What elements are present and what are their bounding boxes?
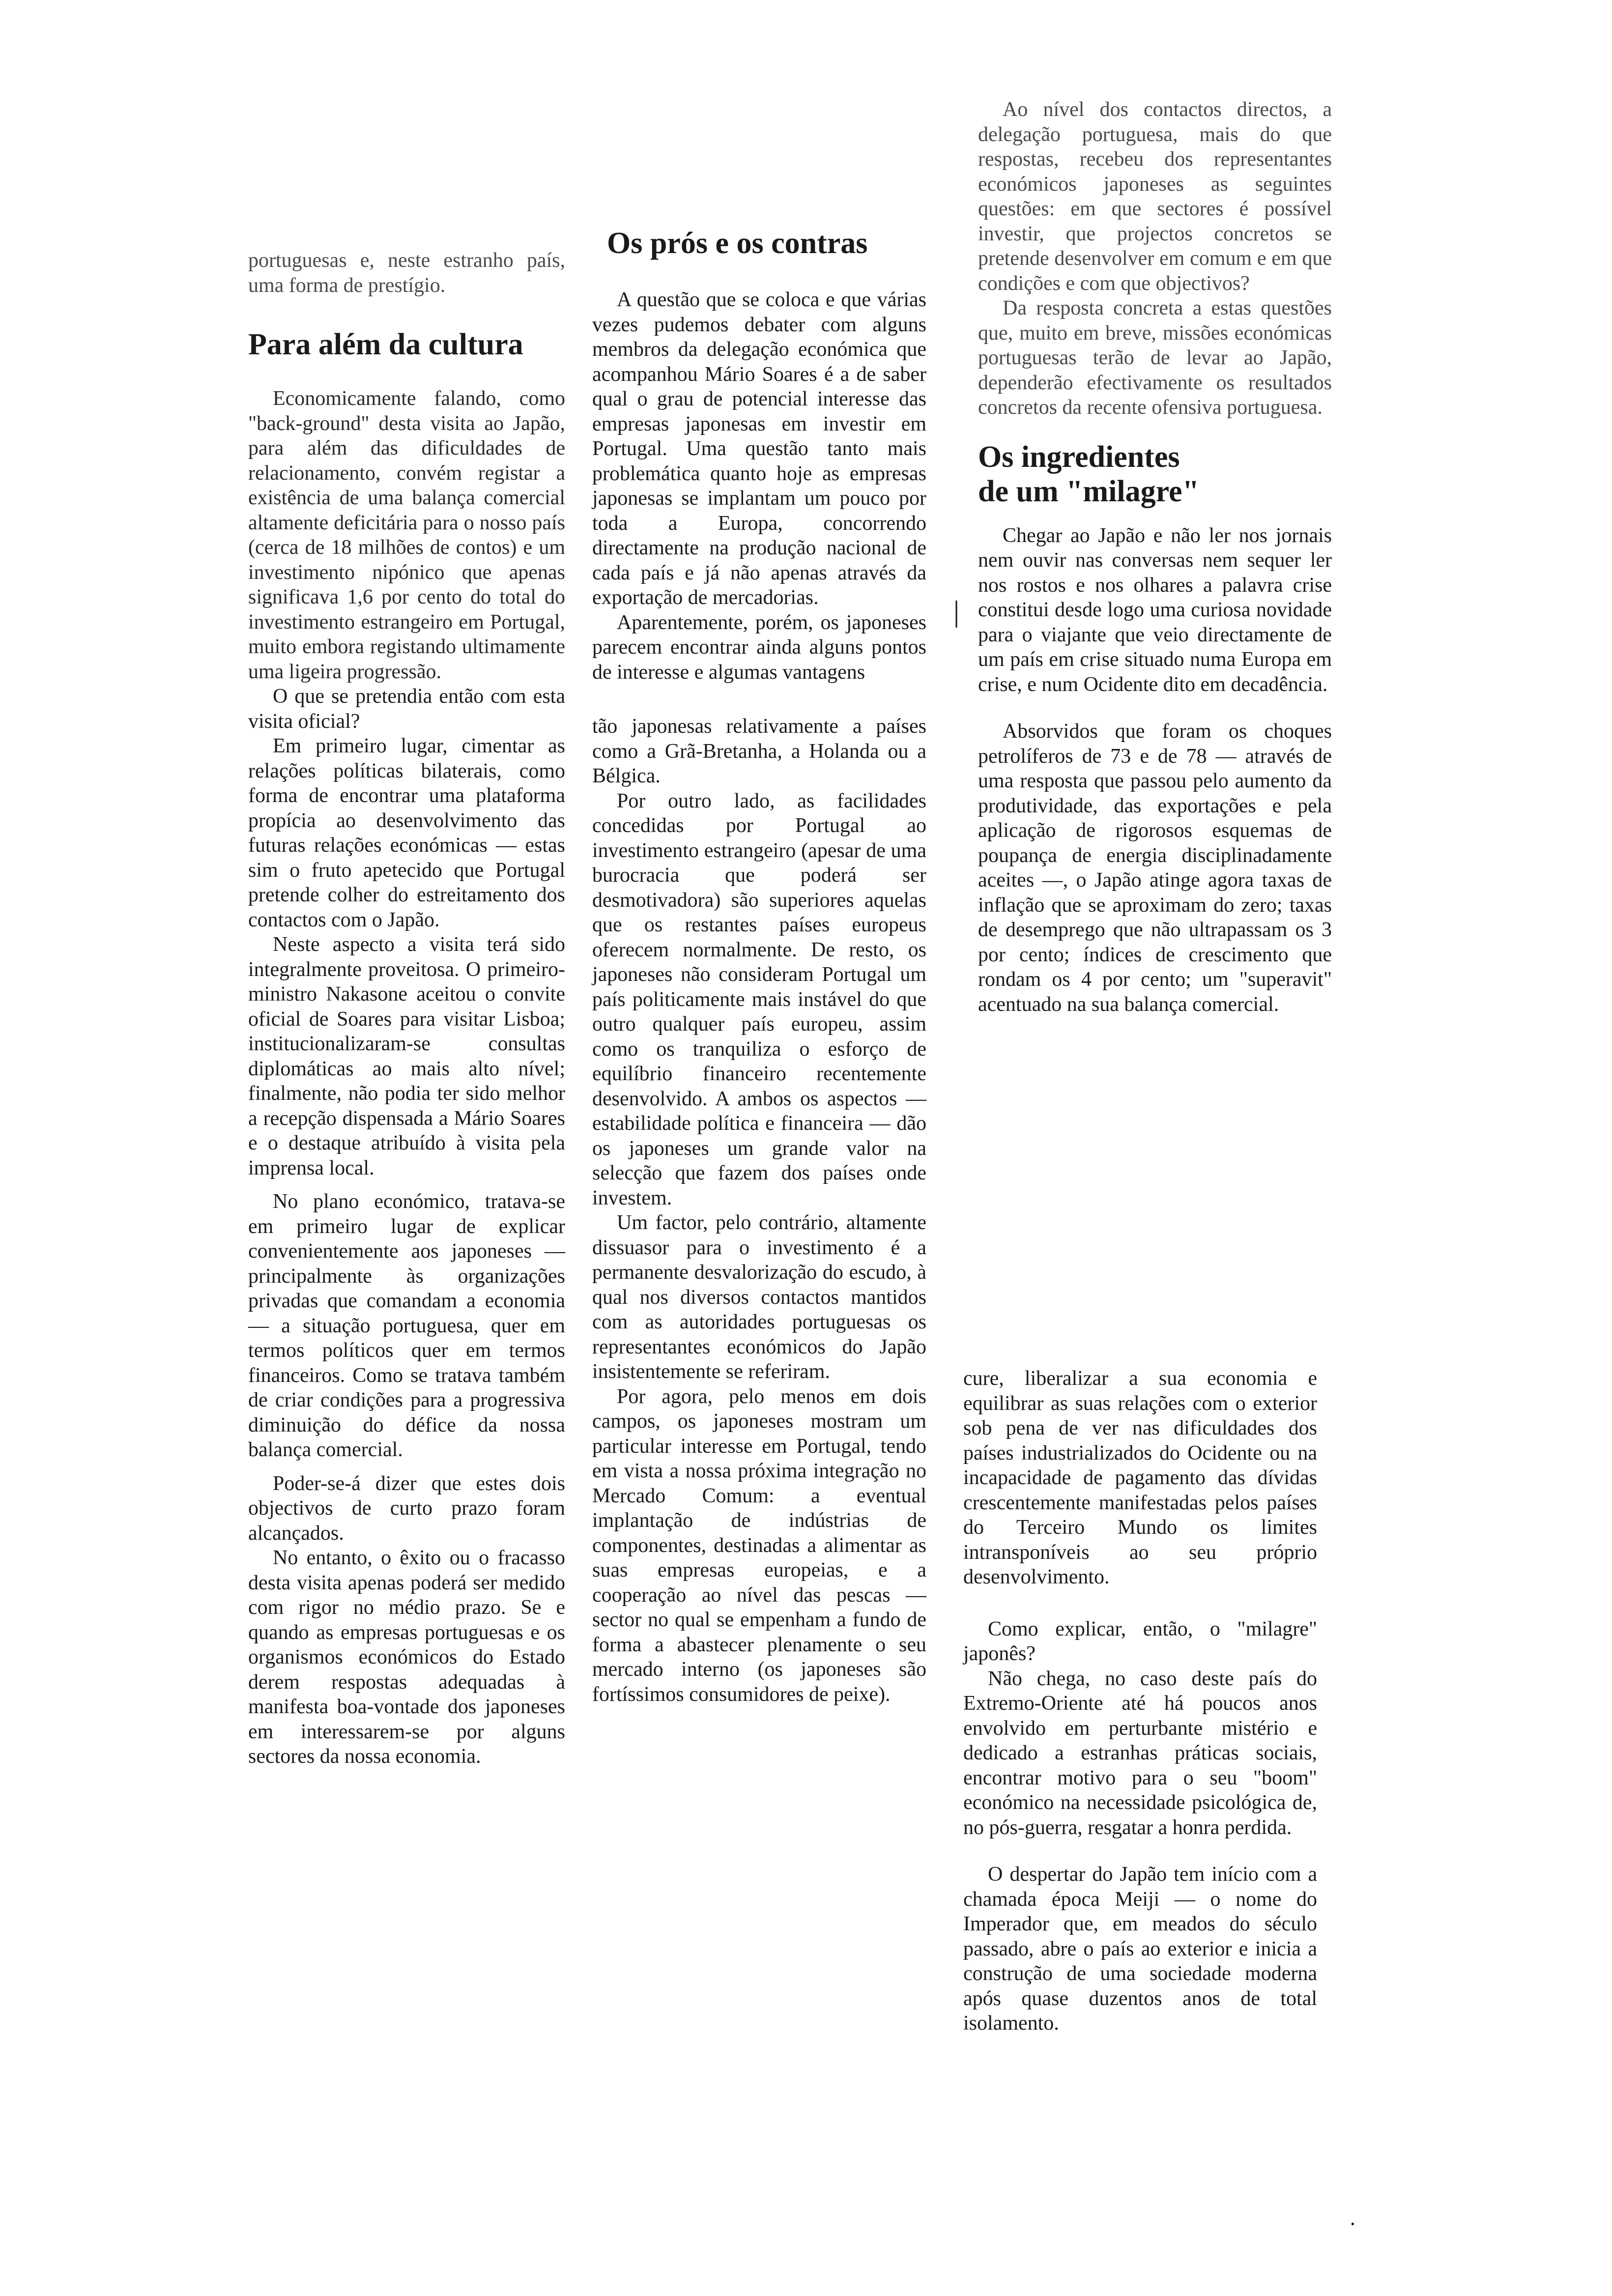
col3-paragraph-1: Ao nível dos contactos directos, a delegação portuguesa, mais do que respostas, recebeu dos representantes económicos japoneses as seguintes questões: em que sectores é possível investir, que projectos concretos se pretende desenvolver em comum e em que condições e com que objectivos?: [978, 98, 1332, 295]
heading-para-alem-da-cultura: Para além da cultura: [248, 328, 523, 361]
col2-paragraph-5: Um factor, pelo contrário, altamente dissuasor para o investimento é a permanente desvalorização do escudo, à qual nos diversos contactos mantidos com as autoridades portuguesas os representantes económicos do Japão insistentemente se referiram.: [592, 1211, 926, 1383]
col3-paragraph-5: cure, liberalizar a sua economia e equilibrar as suas relações com o exterior sob pena de ver nas dificuldades dos países industrializados do Ocidente ou na incapacidade de pagamento das dívidas crescentemente manifestadas pelos países do Terceiro Mundo os limites intransponíveis ao seu próprio desenvolvimento.: [963, 1367, 1317, 1588]
col2-paragraph-2: Aparentemente, porém, os japoneses parecem encontrar ainda alguns pontos de interesse e algumas vantagens: [592, 611, 926, 684]
heading-os-ingredientes: Os ingredientes: [978, 440, 1180, 474]
col3-paragraph-2: Da resposta concreta a estas questões que, muito em breve, missões económicas portuguesas terão de levar ao Japão, dependerão efectivamente os resultados concretos da recente ofensiva portuguesa.: [978, 297, 1332, 419]
col1-continuation-paragraph: portuguesas e, neste estranho país, uma forma de prestígio.: [248, 249, 565, 297]
col1-paragraph-1: Economicamente falando, como "back-ground" desta visita ao Japão, para além das dificuldades de relacionamento, convém registar a existência de uma balança comercial altamente deficitária para o nosso país (cerca de 18 milhões de contos) e um investimento nipónico que apenas significava 1,6 por cento do total do investimento estrangeiro em Portugal, muito embora registando ultimamente uma ligeira progressão.: [248, 387, 565, 683]
col1-paragraph-4: Neste aspecto a visita terá sido integralmente proveitosa. O primeiro-ministro Nakasone aceitou o convite oficial de Soares para visitar Lisboa; institucionalizaram-se consultas diplomáticas ao mais alto nível; finalmente, não podia ter sido melhor a recepção dispensada a Mário Soares e o destaque atribuído à visita pela imprensa local.: [248, 933, 565, 1179]
col2-paragraph-4: Por outro lado, as facilidades concedidas por Portugal ao investimento estrangeiro (apesar de uma burocracia que poderá ser desmotivadora) são superiores aquelas que os restantes países europeus oferecem normalmente. De resto, os japoneses não consideram Portugal um país politicamente mais instável do que outro qualquer país europeu, assim como os tranquiliza o esforço de equilíbrio financeiro recentemente desenvolvido. A ambos os aspectos — estabilidade política e financeira — dão os japoneses um grande valor na selecção que fazem dos países onde investem.: [592, 789, 926, 1209]
scan-edge-mark: |: [953, 595, 960, 628]
col3-paragraph-6: Como explicar, então, o "milagre" japonês?: [963, 1617, 1317, 1665]
col1-paragraph-6: Poder-se-á dizer que estes dois objectivos de curto prazo foram alcançados.: [248, 1472, 565, 1545]
heading-os-pros-e-os-contras: Os prós e os contras: [607, 227, 868, 260]
column-3-top: [978, 97, 1332, 1017]
col1-paragraph-5: No plano económico, tratava-se em primeiro lugar de explicar convenientemente aos japoneses — principalmente às organizações privadas que comandam a economia — a situação portuguesa, quer em termos políticos quer em termos financeiros. Como se tratava também de criar condições para a progressiva diminuição do défice da nossa balança comercial.: [248, 1190, 565, 1461]
col3-paragraph-4: Absorvidos que foram os choques petrolíferos de 73 e de 78 — através de uma resposta que passou pelo aumento da produtividade, das exportações e pela aplicação de rigorosos esquemas de poupança de energia disciplinadamente aceites —, o Japão atinge agora taxas de inflação que se aproximam do zero; taxas de desemprego que não ultrapassam os 3 por cento; índices de crescimento que rondam os 4 por cento; um "superavit" acentuado na sua balança comercial.: [978, 720, 1332, 1016]
col2-paragraph-1: A questão que se coloca e que várias vezes pudemos debater com alguns membros da delegação económica que acompanhou Mário Soares é a de saber qual o grau de potencial interesse das empresas japonesas em investir em Portugal. Uma questão tanto mais problemática quanto hoje as empresas japonesas se implantam um pouco por toda a Europa, concorrendo directamente na produção nacional de cada país e já não apenas através da exportação de mercadorias.: [592, 288, 926, 609]
column-1: [248, 248, 565, 1769]
heading-de-um-milagre: de um "milagre": [978, 474, 1199, 508]
col1-paragraph-3: Em primeiro lugar, cimentar as relações políticas bilaterais, como forma de encontrar uma plataforma propícia ao desenvolvimento das futuras relações económicas — estas sim o fruto apetecido que Portugal pretende colher do estreitamento dos contactos com o Japão.: [248, 735, 565, 931]
column-2: [592, 226, 926, 1707]
col3-paragraph-7: Não chega, no caso deste país do Extremo-Oriente até há poucos anos envolvido em perturbante mistério e dedicado a estranhas práticas sociais, encontrar motivo para o seu "boom" económico na necessidade psicológica de, no pós-guerra, resgatar a honra perdida.: [963, 1667, 1317, 1839]
column-3-bottom: [963, 1366, 1317, 2036]
col1-paragraph-2: O que se pretendia então com esta visita oficial?: [248, 685, 565, 733]
col2-paragraph-6: Por agora, pelo menos em dois campos, os japoneses mostram um particular interesse em Portugal, tendo em vista a nossa próxima integração no Mercado Comum: a eventual implantação de indústrias de componentes, destinadas a alimentar as suas empresas europeias, e a cooperação ao nível das pescas — sector no qual se empenham a fundo de forma a abastecer plenamente o seu mercado interno (os japoneses são fortíssimos consumidores de peixe).: [592, 1385, 926, 1706]
scan-speck-mark: ·: [1349, 2212, 1356, 2236]
col3-paragraph-8: O despertar do Japão tem início com a chamada época Meiji — o nome do Imperador que, em meados do século passado, abre o país ao exterior e inicia a construção de uma sociedade moderna após quase duzentos anos de total isolamento.: [963, 1863, 1317, 2035]
col2-paragraph-3: tão japonesas relativamente a países como a Grã-Bretanha, a Holanda ou a Bélgica.: [592, 715, 926, 787]
col1-paragraph-7: No entanto, o êxito ou o fracasso desta visita apenas poderá ser medido com rigor no médio prazo. Se e quando as empresas portuguesas e os organismos económicos do Estado derem respostas adequadas à manifesta boa-vontade dos japoneses em interessarem-se por alguns sectores da nossa economia.: [248, 1547, 565, 1768]
col3-paragraph-3: Chegar ao Japão e não ler nos jornais nem ouvir nas conversas nem sequer ler nos rostos e nos olhares a palavra crise constitui desde logo uma curiosa novidade para o viajante que veio directamente de um país em crise situado numa Europa em crise, e num Ocidente dito em decadência.: [978, 524, 1332, 696]
